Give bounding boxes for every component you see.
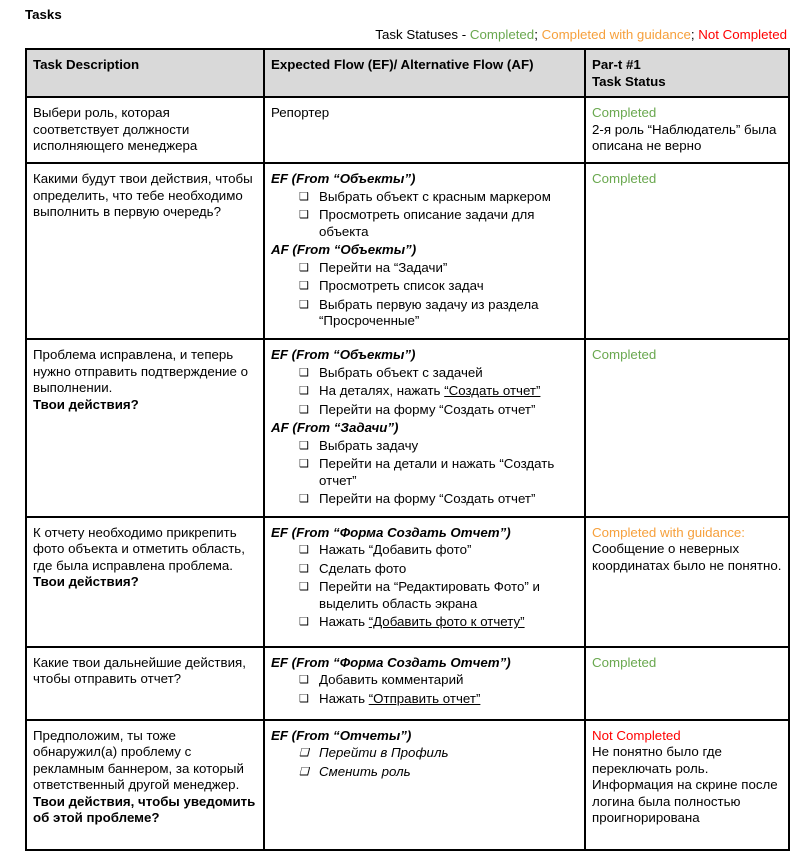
flow-step <box>299 561 579 578</box>
ef-steps <box>271 745 579 780</box>
step-text: Просмотреть описание задачи для объекта <box>319 207 535 239</box>
step-text: Перейти на детали и нажать “Создать отчет” <box>319 456 555 488</box>
task-description <box>26 720 264 850</box>
step-text: Нажать <box>319 614 369 629</box>
checkbox-icon: ❑ <box>299 765 309 778</box>
checkbox-icon: ❑ <box>299 439 309 452</box>
flow-step <box>299 297 579 330</box>
description-text: Предположим, ты тоже обнаружил(а) проблему с рекламным баннером, за который ответственный другой менеджер. <box>33 727 244 792</box>
checkbox-icon: ❑ <box>299 385 309 397</box>
flow-step <box>299 365 579 382</box>
checkbox-icon: ❑ <box>299 261 309 274</box>
task-flow <box>264 163 585 339</box>
legend-not-completed: Not Completed <box>698 27 787 42</box>
step-text: Перейти на “Задачи” <box>319 259 448 275</box>
checkbox-icon: ❑ <box>299 209 309 221</box>
checkbox-icon: ❑ <box>299 366 309 379</box>
af-heading: AF (From “Объекты”) <box>271 242 417 257</box>
checkbox-icon: ❑ <box>299 581 309 593</box>
step-text: Выбрать объект с задачей <box>319 364 483 380</box>
status-completed-with-guidance: Completed with guidance: <box>592 524 746 540</box>
flow-step <box>299 207 579 240</box>
step-text: Выбрать задачу <box>319 437 419 453</box>
table-row <box>26 517 789 647</box>
add-photo-to-report-link[interactable]: “Добавить фото к отчету” <box>368 614 525 629</box>
step-text: Просмотреть список задач <box>319 278 484 293</box>
table-row <box>26 163 789 339</box>
checkbox-icon: ❑ <box>299 403 309 416</box>
legend-guidance: Completed with guidance <box>541 27 691 42</box>
task-flow <box>264 339 585 517</box>
legend-separator: ; <box>534 27 542 42</box>
task-description <box>26 339 264 517</box>
legend-completed: Completed <box>469 27 535 42</box>
table-row <box>26 720 789 850</box>
flow-step <box>299 614 579 631</box>
flow-step <box>299 491 579 508</box>
flow-step <box>299 672 579 689</box>
ef-steps <box>271 542 579 631</box>
step-text: Нажать “Добавить фото” <box>319 542 472 557</box>
task-status-cell <box>585 163 789 339</box>
step-text: Сменить роль <box>319 763 411 779</box>
legend-prefix: Task Statuses - <box>375 27 470 42</box>
status-completed: Completed <box>592 105 657 120</box>
status-note: 2-я роль “Наблюдатель” была описана не верно <box>592 121 777 153</box>
step-text: На деталях, нажать <box>319 383 445 398</box>
flow-step <box>299 278 579 295</box>
ef-steps <box>271 672 579 707</box>
flow-step <box>299 438 579 455</box>
step-text: Нажать <box>319 690 369 706</box>
description-question: Твои действия? <box>33 396 139 412</box>
ef-heading: EF (From “Объекты”) <box>271 347 416 362</box>
status-completed: Completed <box>592 654 657 670</box>
create-report-link[interactable]: “Создать отчет” <box>444 383 541 398</box>
flow-step <box>299 579 579 612</box>
task-flow <box>264 647 585 720</box>
step-text: Выбрать первую задачу из раздела “Просроченные” <box>319 296 539 328</box>
table-row <box>26 339 789 517</box>
ef-heading: EF (From “Форма Создать Отчет”) <box>271 654 511 670</box>
ef-steps <box>271 365 579 419</box>
flow-step <box>299 402 579 419</box>
ef-heading: EF (From “Объекты”) <box>271 171 416 186</box>
header-task-description: Task Description <box>26 49 264 97</box>
checkbox-icon: ❑ <box>299 190 309 203</box>
table-header-row <box>26 49 789 97</box>
ef-steps <box>271 189 579 241</box>
status-legend <box>375 27 787 42</box>
header-participant: Par-t #1 <box>592 57 641 72</box>
checkbox-icon: ❑ <box>299 616 309 628</box>
description-text: Проблема исправлена, и теперь нужно отправить подтверждение о выполнении. <box>33 347 249 395</box>
task-flow <box>264 720 585 850</box>
checkbox-icon: ❑ <box>299 674 309 686</box>
task-flow: Репортер <box>264 97 585 163</box>
send-report-link[interactable]: “Отправить отчет” <box>368 690 481 706</box>
table-row <box>26 97 789 163</box>
description-question: Твои действия? <box>33 574 139 589</box>
flow-step <box>299 542 579 559</box>
flow-step <box>299 383 579 400</box>
checkbox-icon: ❑ <box>299 747 309 759</box>
flow-step <box>299 764 579 781</box>
step-text: Перейти в Профиль <box>319 745 449 760</box>
checkbox-icon: ❑ <box>299 280 309 292</box>
document-title: Tasks <box>25 7 62 22</box>
flow-step <box>299 189 579 206</box>
table-row <box>26 647 789 720</box>
task-description <box>26 517 264 647</box>
status-completed: Completed <box>592 347 657 362</box>
task-status-cell <box>585 720 789 850</box>
step-text: Выбрать объект с красным маркером <box>319 188 551 204</box>
step-text: Перейти на “Редактировать Фото” и выделить область экрана <box>319 579 540 611</box>
task-status-cell <box>585 339 789 517</box>
step-text: Перейти на форму “Создать отчет” <box>319 401 536 417</box>
af-heading: AF (From “Задачи”) <box>271 420 399 435</box>
flow-step <box>299 691 579 708</box>
header-status-label: Task Status <box>592 73 666 89</box>
af-steps <box>271 260 579 330</box>
checkbox-icon: ❑ <box>299 493 309 505</box>
task-status-cell <box>585 97 789 163</box>
header-task-status <box>585 49 789 97</box>
task-status-cell <box>585 647 789 720</box>
checkbox-icon: ❑ <box>299 692 309 705</box>
af-steps <box>271 438 579 508</box>
task-description: Выбери роль, которая соответствует должности исполняющего менеджера <box>26 97 264 163</box>
task-status-cell <box>585 517 789 647</box>
flow-step <box>299 456 579 489</box>
description-question: Твои действия, чтобы уведомить об этой проблеме? <box>33 793 256 825</box>
step-text: Сделать фото <box>319 560 407 576</box>
status-note: Сообщение о неверных координатах было не понятно. <box>592 541 782 573</box>
status-completed: Completed <box>592 171 657 186</box>
step-text: Перейти на форму “Создать отчет” <box>319 491 536 506</box>
task-flow <box>264 517 585 647</box>
ef-heading: EF (From “Отчеты”) <box>271 727 412 743</box>
ef-heading: EF (From “Форма Создать Отчет”) <box>271 524 511 540</box>
checkbox-icon: ❑ <box>299 544 309 556</box>
checkbox-icon: ❑ <box>299 562 309 575</box>
tasks-table <box>25 48 790 851</box>
header-flow: Expected Flow (EF)/ Alternative Flow (AF) <box>264 49 585 97</box>
flow-step <box>299 745 579 762</box>
flow-step <box>299 260 579 277</box>
description-text: К отчету необходимо прикрепить фото объекта и отметить область, где была исправлена проблема. <box>33 524 245 573</box>
task-description: Какие твои дальнейшие действия, чтобы отправить отчет? <box>26 647 264 720</box>
status-not-completed: Not Completed <box>592 727 681 743</box>
step-text: Добавить комментарий <box>319 672 464 687</box>
status-note: Не понятно было где переключать роль. Информация на скрине после логина была полностью проигнорирована <box>592 744 778 825</box>
checkbox-icon: ❑ <box>299 298 309 311</box>
task-description: Какими будут твои действия, чтобы определить, что тебе необходимо выполнить в первую очередь? <box>26 163 264 339</box>
legend-separator: ; <box>690 27 699 42</box>
checkbox-icon: ❑ <box>299 458 309 470</box>
